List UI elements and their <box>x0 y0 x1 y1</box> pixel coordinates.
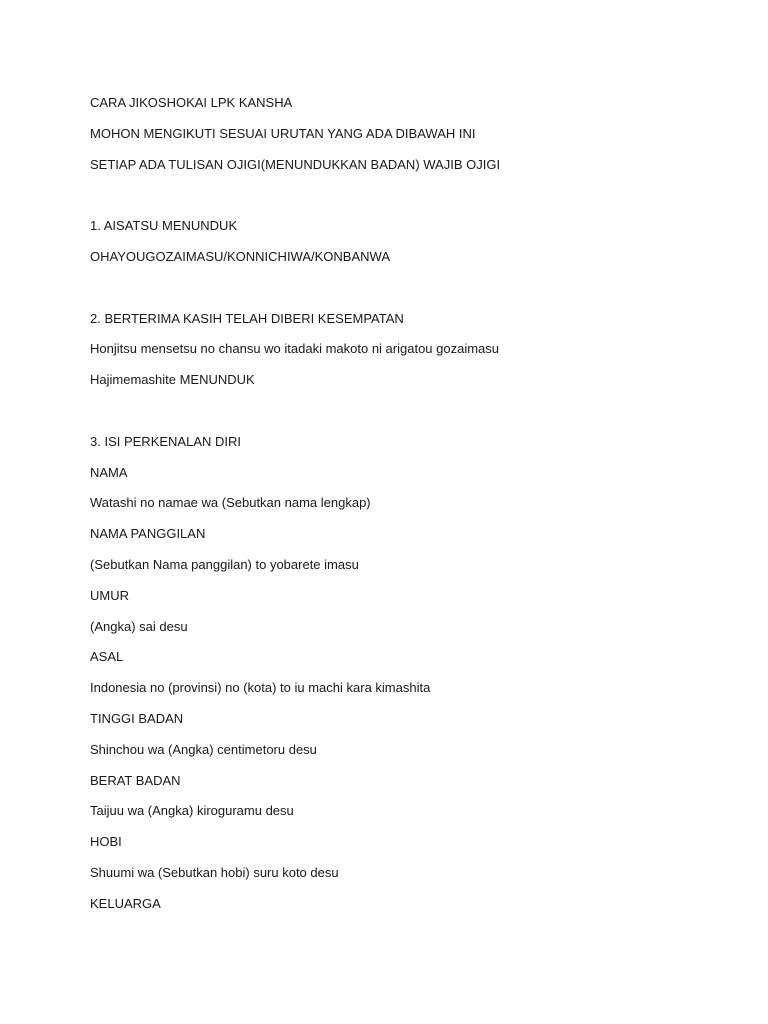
text-line: SETIAP ADA TULISAN OJIGI(MENUNDUKKAN BADAN) WAJIB OJIGI <box>90 156 501 172</box>
text-line: Indonesia no (provinsi) no (kota) to iu machi kara kimashita <box>90 680 431 696</box>
text-line: Shinchou wa (Angka) centimetoru desu <box>90 741 317 757</box>
text-line: BERAT BADAN <box>90 772 181 788</box>
blank-line <box>90 401 730 421</box>
blank-line <box>90 278 730 298</box>
text-line: (Angka) sai desu <box>90 618 188 634</box>
text-line: Taijuu wa (Angka) kiroguramu desu <box>90 803 294 819</box>
text-line: Watashi no namae wa (Sebutkan nama lengkap) <box>90 495 371 511</box>
text-line: (Sebutkan Nama panggilan) to yobarete imasu <box>90 556 359 572</box>
text-line: 2. BERTERIMA KASIH TELAH DIBERI KESEMPATAN <box>90 310 404 326</box>
text-line: Hajimemashite MENUNDUK <box>90 372 255 388</box>
text-line: KELUARGA <box>90 895 161 911</box>
text-line: MOHON MENGIKUTI SESUAI URUTAN YANG ADA DIBAWAH INI <box>90 125 476 141</box>
blank-line <box>90 185 730 205</box>
text-line: Honjitsu mensetsu no chansu wo itadaki makoto ni arigatou gozaimasu <box>90 341 500 357</box>
text-line: NAMA PANGGILAN <box>90 526 206 542</box>
text-line: CARA JIKOSHOKAI LPK KANSHA <box>90 95 293 110</box>
text-line: Shuumi wa (Sebutkan hobi) suru koto desu <box>90 864 339 880</box>
text-line: 3. ISI PERKENALAN DIRI <box>90 433 241 449</box>
text-line: NAMA <box>90 464 128 480</box>
text-line: TINGGI BADAN <box>90 710 184 726</box>
text-line: UMUR <box>90 587 129 603</box>
text-line: 1. AISATSU MENUNDUK <box>90 218 238 234</box>
text-line: ASAL <box>90 649 124 665</box>
text-line: HOBI <box>90 834 122 850</box>
document-body <box>90 93 730 925</box>
text-line: OHAYOUGOZAIMASU/KONNICHIWA/KONBANWA <box>90 248 390 264</box>
